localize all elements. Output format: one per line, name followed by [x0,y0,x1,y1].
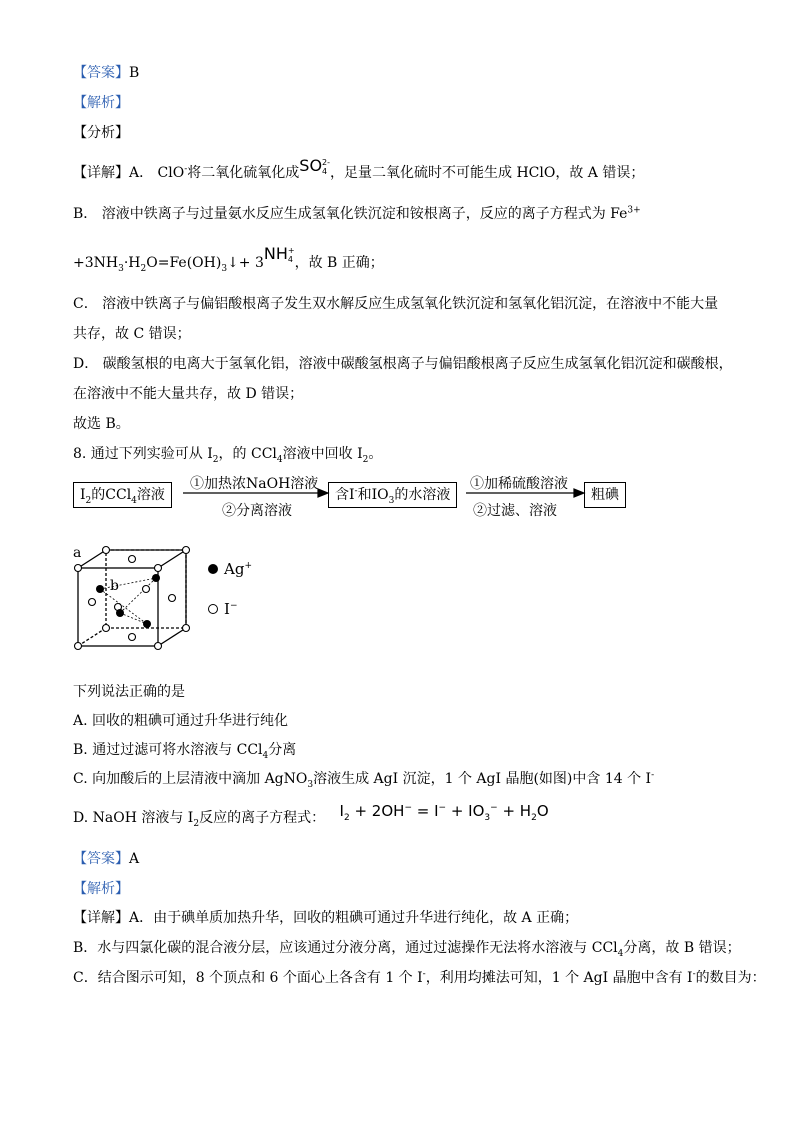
option-d-equation [339,802,549,823]
q7-choose: 故选 B。 [73,416,130,432]
subscript: 4 [287,254,293,264]
q7-option-c-explanation-1: C． 溶液中铁离子与偏铝酸根离子发生双水解反应生成氢氧化铁沉淀和氢氧化铝沉淀，在溶液中不能大量 [73,296,719,312]
q8-jiexi-tag: 【解析】 [73,881,129,897]
text: A． ClO [129,165,185,181]
q7-option-a-explanation [73,156,645,182]
text: ，的 CCl [218,446,277,462]
text: ，故 B 正确； [294,255,384,271]
text: 和IO [357,487,389,503]
silver-ion [152,574,160,582]
label-b: b [110,578,119,594]
q7-option-d-explanation-1: D． 碳酸氢根的电离大于氢氧化铝，溶液中碳酸氢根离子与偏铝酸根离子反应生成氢氧化铝沉淀和碳酸根， [73,356,733,372]
text: I [80,487,86,503]
q8-explanation-a [73,909,578,927]
answer-value: B [129,65,140,81]
q8-stem [73,445,382,463]
flow-arrow-1 [183,489,328,497]
iodide-ion [89,599,96,606]
nh4-formula [264,244,295,263]
text: = I [411,802,439,820]
subscript: 3 [307,779,314,790]
q7-option-b-explanation-1 [73,205,641,223]
superscript: - [422,969,426,980]
subscript: 2 [140,263,147,274]
legend-ag-dot [208,564,218,574]
iodide-ion [143,586,150,593]
text: ，利用均摊法可知，1 个 AgI 晶胞中含有 I [425,970,693,986]
answer-value: A [129,851,140,867]
q8-option-b [73,741,296,759]
iodide-ion [129,556,136,563]
subscript: 4 [131,495,137,506]
text: SO [299,156,323,175]
legend-i [208,600,237,618]
q8-answer-line [73,850,139,868]
text: A．由于碘单质加热升华，回收的粗碘可通过升华进行纯化，故 A 正确； [129,910,579,926]
subscript: 2 [193,818,200,829]
q8-explanation-c [73,969,766,987]
subscript: 4 [322,166,328,176]
text: Ag [224,560,245,578]
subscript: 2 [531,813,537,823]
text: 。 [368,446,383,462]
iodide-ion [169,595,176,602]
superscript: 3+ [627,205,641,216]
superscript: - [692,969,696,980]
flow-step2-bottom: ②过滤、溶液 [473,503,557,519]
text: O [536,802,549,820]
text: O=Fe(OH) [146,255,222,271]
text: 的数目为： [695,970,766,986]
flow-step1-top: ①加热浓NaOH溶液 [190,476,319,492]
text: ↓+ 3 [227,255,264,271]
iodide-ion [155,565,162,572]
silver-ion [143,620,151,628]
text: +3NH [73,255,119,271]
iodide-ion [155,643,162,650]
subscript: 2 [85,495,92,506]
text: 溶液中回收 I [282,446,363,462]
flow-step1-bottom: ②分离溶液 [222,503,292,519]
q7-option-c-explanation-2: 共存，故 C 错误； [73,326,191,342]
subscript: 2 [362,454,369,465]
so4-formula [299,156,330,175]
iodide-ion [75,643,82,650]
text: B．水与四氯化碳的混合液分层，应该通过分液分离，通过过滤操作无法将水溶液与 CCl [73,940,618,956]
iodide-ion [103,625,110,632]
superscript: − [438,803,447,813]
text: 反应的离子方程式： [199,810,326,826]
iodide-ions [75,547,190,650]
agi-unit-cell-diagram [70,542,200,652]
superscript: - [184,164,188,175]
superscript: + [244,561,252,571]
subscript: 4 [276,454,283,465]
text: I [339,802,344,820]
flow-box-end: 粗碘 [584,482,626,508]
iodide-ion [183,625,190,632]
silver-ion [96,585,104,593]
subscript: 3 [221,263,228,274]
superscript: − [404,803,412,813]
text: D. NaOH 溶液与 I [73,810,194,826]
text: C．结合图示可知，8 个顶点和 6 个面心上各含有 1 个 I [73,970,423,986]
text: + IO [446,802,485,820]
subscript: 4 [262,750,269,761]
text: B． 溶液中铁离子与过量氨水反应生成氢氧化铁沉淀和铵根离子，反应的离子方程式为 Fe [73,206,628,222]
text: C. 向加酸后的上层清液中滴加 AgNO [73,771,308,787]
flow-arrow-2 [466,489,584,497]
silver-ion [116,609,124,617]
jiexi-tag: 【解析】 [73,95,129,111]
legend-ag [208,560,252,578]
charge: 2- [322,157,331,167]
text: 的水溶液 [394,487,451,503]
q7-option-d-explanation-2: 在溶液中不能大量共存，故 D 错误； [73,386,304,402]
iodide-ion [103,547,110,554]
answer-tag: 【答案】 [73,65,129,81]
flow-step2-top: ①加稀硫酸溶液 [470,476,568,492]
iodide-ion [75,565,82,572]
superscript: − [490,803,498,813]
subscript: 3 [388,495,395,506]
answer-tag: 【答案】 [73,851,129,867]
superscript: - [354,486,358,497]
subscript: 3 [118,263,124,274]
text: 8. 通过下列实验可从 I [73,446,213,462]
subscript: 4 [617,948,624,959]
flow-arrows [0,476,800,516]
inner-dashed-lines [100,578,156,624]
q7-option-b-explanation-2 [73,244,384,274]
subscript: 3 [484,813,491,823]
superscript: − [229,601,238,611]
text: I [224,600,230,618]
answer-line [73,64,139,82]
xiangjie-tag: 【详解】 [73,910,129,926]
text: + H [497,802,532,820]
q8-ask: 下列说法正确的是 [73,684,185,700]
text: 的CCl [91,487,132,503]
q8-option-d [73,802,549,829]
iodide-ion [129,634,136,641]
q8-option-c [73,770,654,788]
subscript: 2 [343,813,350,823]
text: NH [263,244,288,263]
text: ，足量二氧化硫时不可能生成 HClO，故 A 错误； [330,165,645,181]
text: 含I [335,487,355,503]
fenxi-tag: 【分析】 [73,125,129,141]
iodide-ion [183,547,190,554]
text: + 2OH [349,802,405,820]
superscript: - [651,770,655,781]
text: 溶液 [136,487,165,503]
subscript: 2 [212,454,219,465]
text: 将二氧化硫氧化成 [187,165,300,181]
text: ·H [123,255,141,271]
label-a: a [73,545,82,561]
charge: + [287,245,295,255]
text: 溶液生成 AgI 沉淀，1 个 AgI 晶胞(如图)中含 14 个 I [313,771,652,787]
q8-explanation-b [73,939,741,957]
text: 分离 [268,742,297,758]
text: B. 通过过滤可将水溶液与 CCl [73,742,263,758]
legend-i-dot [208,604,218,614]
xiangjie-tag: 【详解】 [73,165,129,181]
q8-option-a: A. 回收的粗碘可通过升华进行纯化 [73,713,289,729]
text: 分离，故 B 错误； [623,940,741,956]
